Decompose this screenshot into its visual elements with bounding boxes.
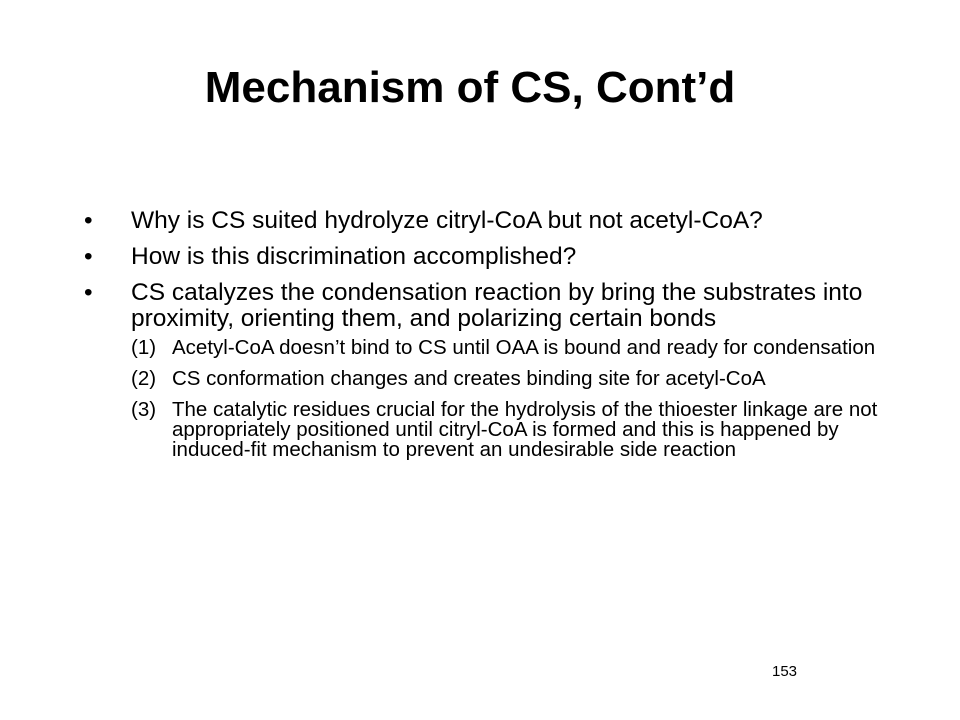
bullet-item [84, 280, 884, 460]
bullet-dot: • [84, 279, 93, 306]
bullet-item [84, 208, 884, 234]
numbered-sub-list [131, 338, 884, 460]
sub-item-text: Acetyl-CoA doesn’t bind to CS until OAA is bound and ready for condensation [172, 336, 876, 359]
bullet-text: CS catalyzes the condensation reaction by bring the substrates into proximity, orienting them, and polarizing certain bonds [131, 279, 863, 332]
bullet-list [84, 208, 884, 471]
page-number: 153 [772, 663, 798, 680]
slide-title: Mechanism of CS, Cont’d [204, 63, 736, 112]
sub-item [131, 400, 884, 460]
bullet-text: Why is CS suited hydrolyze citryl-CoA but not acetyl-CoA? [131, 207, 763, 234]
bullet-dot: • [84, 207, 93, 234]
sub-item-number: (3) [131, 398, 157, 421]
sub-item-text: The catalytic residues crucial for the hydrolysis of the thioester linkage are not appropriately positioned until citryl-CoA is formed and this is happened by induced-fit mechanism to prevent an undesirable side reaction [172, 398, 878, 461]
sub-item-number: (1) [131, 336, 157, 359]
bullet-dot: • [84, 243, 93, 270]
bullet-item [84, 244, 884, 270]
sub-item-text: CS conformation changes and creates binding site for acetyl-CoA [172, 367, 766, 390]
bullet-text: How is this discrimination accomplished? [131, 243, 577, 270]
sub-item-number: (2) [131, 367, 157, 390]
sub-item [131, 338, 884, 358]
sub-item [131, 369, 884, 389]
